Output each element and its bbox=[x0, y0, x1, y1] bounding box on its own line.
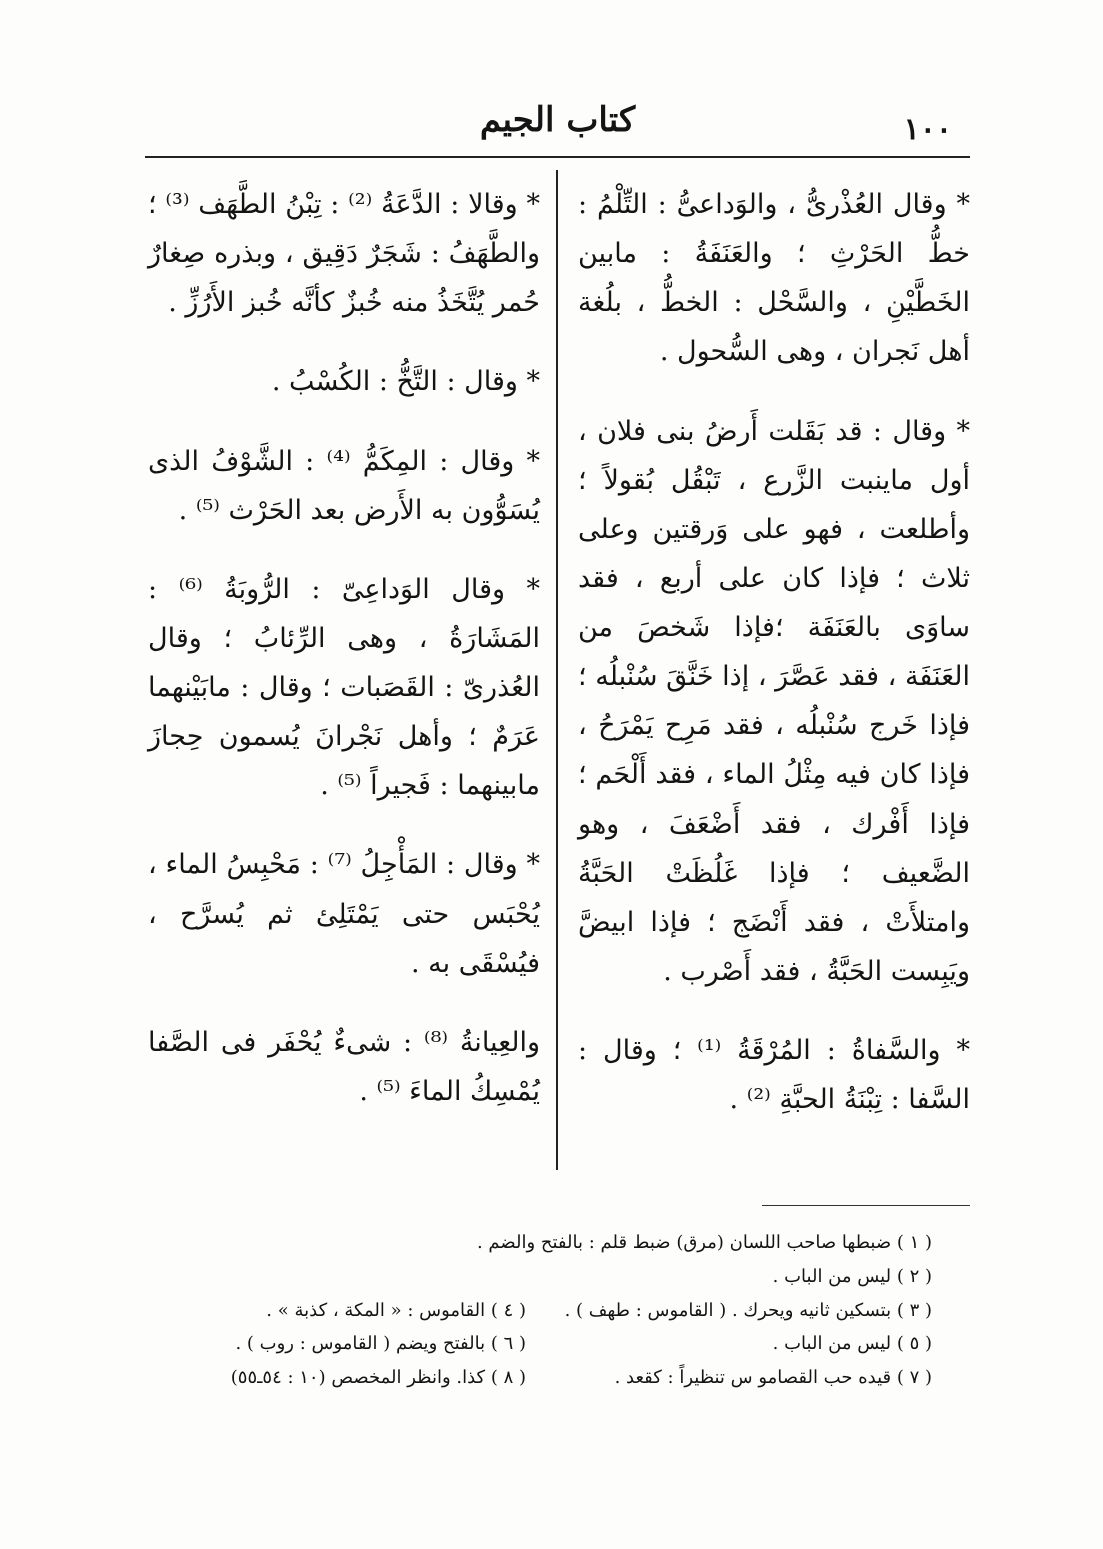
left-column bbox=[148, 180, 540, 1146]
page-header bbox=[145, 100, 970, 158]
footnote-rule bbox=[762, 1205, 970, 1206]
footnote-2: ( ٢ ) ليس من الباب . bbox=[772, 1265, 932, 1287]
entry-daah: * وقالا : الدَّعَةُ ⁽²⁾ : تِبْنُ الطَّهَف ⁽³⁾ ؛ والطَّهَفُ : شَجَرٌ دَقِيق ، وبذره صِغارٌ حُمر يُتَّخَذُ منه خُبزٌ كأنَّه خُبز الأَرُزِّ . bbox=[148, 189, 540, 319]
footnote-row bbox=[120, 1294, 932, 1328]
footnote-5: ( ٥ ) ليس من الباب . bbox=[772, 1333, 932, 1355]
footnote-3: ( ٣ ) بتسكين ثانيه ويحرك . ( القاموس : طهف ) . bbox=[564, 1299, 932, 1321]
footnote-7: ( ٧ ) قيده حب القصامو س تنظيراً : كقعد . bbox=[614, 1367, 932, 1389]
entry-takh: * وقال : التَّخُّ : الكُسْبُ . bbox=[271, 366, 540, 398]
footnote-4: ( ٤ ) القاموس : « المكة ، كذبة » . bbox=[266, 1299, 526, 1321]
entry-safat: * والسَّفاةُ : المُرْقَةُ ⁽¹⁾ ؛ وقال : السَّفا : تِبْنَةُ الحبَّةِ ⁽²⁾ . bbox=[578, 1035, 970, 1116]
footnote-row bbox=[120, 1361, 932, 1395]
entry-mikamm: * وقال : المِكَمُّ ⁽⁴⁾ : الشَّوْفُ الذى يُسَوُّون به الأَرض بعد الحَرْث ⁽⁵⁾ . bbox=[148, 445, 540, 526]
entry-baqalat: * وقال : قد بَقَلت أَرضُ بنى فلان ، أول ماينبت الزَّرع ، تَبْقُل بُقولاً ؛ وأطلعت ، فهو على وَرقتين وعلى ثلاث ؛ فإذا كان على أربع ، فقد ساوَى بالعَنَفَة ؛فإذا شَخصَ من العَنَفَة ، فقد عَصَّرَ ، إذا خَنَّقَ سُنْبلُه ؛ فإذا خَرج سُنْبلُه ، فقد مَرِح يَمْرَحُ ، فإذا كان فيه مِثْلُ الماء ، فقد أَلْحَم ؛ فإذا أَفْرك ، فقد أَضْعَفَ ، وهو الضَّعيف ؛ فإذا غَلُظَتْ الحَبَّةُ وامتلأَتْ ، فقد أَنْضَج ؛ فإذا ابيضَّ ويَبِست الحَبَّةُ ، فقد أَصْرب . bbox=[578, 415, 970, 987]
running-title: كتاب الجيم bbox=[479, 100, 636, 140]
entry-iyana: والعِيانةُ ⁽⁸⁾ : شىءٌ يُحْفَر فى الصَّفا يُمْسِكُ الماءَ ⁽⁵⁾ . bbox=[148, 1026, 540, 1107]
entry-ruba: * وقال الوَداعِىّ : الرُّوبَةُ ⁽⁶⁾ : المَشَارَةُ ، وهى الرِّئابُ ؛ وقال العُذرىّ : القَصَبات ؛ وقال : مابَيْنهما عَرَمٌ ؛ وأهل نَجْرانَ يُسمون حِجازَ مابينهما : فَجيراً ⁽⁵⁾ . bbox=[148, 573, 541, 802]
footnote-6: ( ٦ ) بالفتح ويضم ( القاموس : روب ) . bbox=[235, 1333, 526, 1355]
footnote-row bbox=[120, 1327, 932, 1361]
footnote-8: ( ٨ ) كذا. وانظر المخصص (١٠ : ٥٤ـ٥٥) bbox=[230, 1367, 526, 1389]
entry-tilm: * وقال العُذْرىُّ ، والوَداعىُّ : التِّلْمُ : خطُّ الحَرْثِ ؛ والعَنَفَةُ : مابين الخَطَّيْنِ ، والسَّحْل : الخطُّ ، بلُغة أهل نَجران ، وهى السُّحول . bbox=[578, 189, 970, 368]
page-number: ١٠٠ bbox=[903, 112, 952, 147]
entry-majil: * وقال : المَأْجِلُ ⁽⁷⁾ : مَحْبِسُ الماء ، يُحْبَس حتى يَمْتَلِئ ثم يُسرَّح ، فيُسْقَى به . bbox=[148, 849, 540, 979]
column-divider bbox=[556, 170, 558, 1170]
right-column bbox=[578, 180, 970, 1154]
footnotes bbox=[120, 1226, 932, 1395]
footnote-1: ( ١ ) ضبطها صاحب اللسان (مرق) ضبط قلم : بالفتح والضم . bbox=[476, 1232, 932, 1253]
